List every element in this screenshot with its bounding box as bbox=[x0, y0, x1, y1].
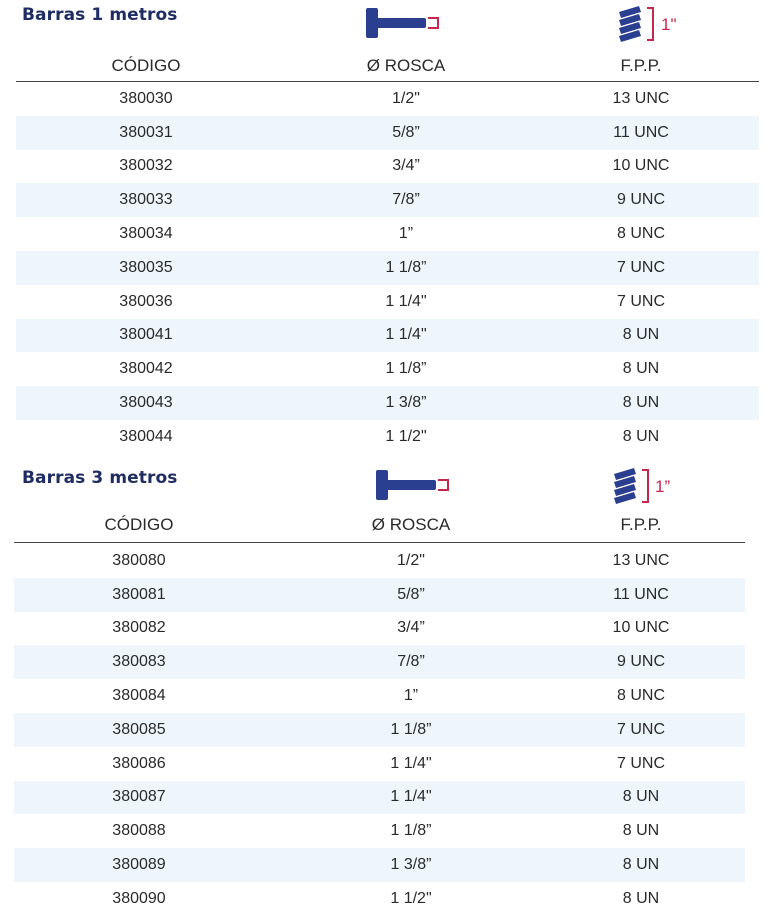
cell-rosca: 1 1/8” bbox=[385, 258, 427, 276]
table-row bbox=[14, 781, 745, 815]
cell-fpp: 7 UNC bbox=[616, 720, 665, 738]
cell-fpp: 9 UNC bbox=[616, 191, 665, 209]
cell-rosca: 1” bbox=[398, 225, 414, 243]
cell-fpp: 10 UNC bbox=[612, 157, 670, 175]
cell-codigo: 380081 bbox=[112, 585, 166, 603]
cell-rosca: 1 1/4" bbox=[385, 292, 427, 310]
table-row bbox=[16, 352, 759, 386]
header-codigo: CÓDIGO bbox=[111, 56, 181, 75]
section-title: Barras 1 metros bbox=[22, 5, 178, 25]
cell-codigo: 380080 bbox=[112, 551, 166, 569]
table-header bbox=[16, 56, 759, 80]
cell-codigo: 380087 bbox=[112, 788, 166, 806]
cell-rosca: 1 1/4" bbox=[385, 326, 427, 344]
table-row bbox=[16, 183, 759, 217]
table-row bbox=[14, 747, 745, 781]
cell-codigo: 380036 bbox=[119, 292, 173, 310]
table-row bbox=[14, 882, 745, 916]
cell-fpp: 8 UNC bbox=[616, 687, 665, 705]
header-rosca: Ø ROSCA bbox=[366, 56, 446, 75]
cell-rosca: 1 1/8” bbox=[385, 360, 427, 378]
table-row bbox=[14, 679, 745, 713]
cell-fpp: 13 UNC bbox=[612, 89, 670, 107]
cell-codigo: 380032 bbox=[119, 157, 173, 175]
cell-fpp: 11 UNC bbox=[613, 585, 669, 603]
table-row bbox=[14, 713, 745, 747]
table-row bbox=[14, 848, 745, 882]
table-row bbox=[16, 285, 759, 319]
cell-fpp: 11 UNC bbox=[613, 123, 669, 141]
table-row bbox=[16, 150, 759, 184]
cell-codigo: 380041 bbox=[119, 326, 173, 344]
cell-rosca: 1 1/2" bbox=[390, 889, 432, 907]
cell-codigo: 380042 bbox=[119, 360, 173, 378]
header-fpp: F.P.P. bbox=[620, 56, 662, 75]
section-title: Barras 3 metros bbox=[22, 468, 178, 488]
cell-fpp: 8 UN bbox=[622, 394, 660, 412]
cell-codigo: 380043 bbox=[119, 394, 173, 412]
cell-codigo: 380086 bbox=[112, 754, 166, 772]
header-codigo: CÓDIGO bbox=[104, 515, 174, 534]
thread-pitch-icon bbox=[617, 4, 661, 44]
cell-fpp: 7 UNC bbox=[616, 754, 665, 772]
cell-rosca: 1 1/8” bbox=[390, 720, 432, 738]
cell-codigo: 380034 bbox=[119, 225, 173, 243]
bolt-diameter-icon bbox=[376, 470, 450, 504]
cell-codigo: 380082 bbox=[112, 619, 166, 637]
cell-rosca: 3/4” bbox=[397, 619, 425, 637]
cell-codigo: 380088 bbox=[112, 822, 166, 840]
cell-rosca: 1 1/2" bbox=[385, 427, 427, 445]
pitch-label: 1" bbox=[661, 15, 677, 34]
cell-rosca: 1/2" bbox=[392, 89, 420, 107]
table-row bbox=[14, 645, 745, 679]
cell-codigo: 380084 bbox=[112, 687, 166, 705]
header-divider bbox=[14, 542, 745, 543]
cell-fpp: 7 UNC bbox=[616, 292, 665, 310]
cell-codigo: 380030 bbox=[119, 89, 173, 107]
table-row bbox=[16, 386, 759, 420]
cell-rosca: 1 1/4" bbox=[390, 754, 432, 772]
cell-rosca: 7/8” bbox=[392, 191, 420, 209]
cell-codigo: 380089 bbox=[112, 856, 166, 874]
table-body bbox=[14, 544, 745, 916]
cell-fpp: 10 UNC bbox=[612, 619, 670, 637]
cell-rosca: 1 1/8” bbox=[390, 822, 432, 840]
cell-rosca: 1 3/8” bbox=[385, 394, 427, 412]
cell-rosca: 1” bbox=[403, 687, 419, 705]
header-rosca: Ø ROSCA bbox=[371, 515, 451, 534]
cell-fpp: 8 UN bbox=[622, 360, 660, 378]
cell-codigo: 380090 bbox=[112, 889, 166, 907]
cell-fpp: 9 UNC bbox=[616, 653, 665, 671]
cell-codigo: 380031 bbox=[119, 123, 173, 141]
table-row bbox=[16, 116, 759, 150]
bolt-diameter-icon bbox=[366, 8, 440, 42]
cell-codigo: 380033 bbox=[119, 191, 173, 209]
table-row bbox=[14, 612, 745, 646]
cell-fpp: 8 UN bbox=[622, 822, 660, 840]
cell-fpp: 8 UN bbox=[622, 326, 660, 344]
cell-rosca: 7/8” bbox=[397, 653, 425, 671]
cell-fpp: 13 UNC bbox=[612, 551, 670, 569]
cell-fpp: 8 UN bbox=[622, 788, 660, 806]
table-header bbox=[14, 515, 745, 539]
thread-pitch-icon bbox=[612, 466, 656, 506]
cell-rosca: 1/2" bbox=[397, 551, 425, 569]
cell-rosca: 1 1/4" bbox=[390, 788, 432, 806]
table-row bbox=[14, 578, 745, 612]
table-row bbox=[16, 82, 759, 116]
table-row bbox=[16, 319, 759, 353]
cell-rosca: 3/4” bbox=[392, 157, 420, 175]
cell-fpp: 8 UN bbox=[622, 856, 660, 874]
table-body bbox=[16, 82, 759, 454]
cell-codigo: 380085 bbox=[112, 720, 166, 738]
cell-fpp: 8 UN bbox=[622, 427, 660, 445]
cell-codigo: 380083 bbox=[112, 653, 166, 671]
cell-fpp: 7 UNC bbox=[616, 258, 665, 276]
cell-fpp: 8 UNC bbox=[616, 225, 665, 243]
cell-codigo: 380044 bbox=[119, 427, 173, 445]
table-row bbox=[16, 420, 759, 454]
cell-rosca: 5/8” bbox=[397, 585, 425, 603]
cell-rosca: 1 3/8” bbox=[390, 856, 432, 874]
pitch-label: 1” bbox=[655, 477, 671, 496]
cell-rosca: 5/8” bbox=[392, 123, 420, 141]
table-row bbox=[14, 814, 745, 848]
cell-fpp: 8 UN bbox=[622, 889, 660, 907]
cell-codigo: 380035 bbox=[119, 258, 173, 276]
table-row bbox=[16, 217, 759, 251]
table-row bbox=[16, 251, 759, 285]
header-fpp: F.P.P. bbox=[620, 515, 662, 534]
table-row bbox=[14, 544, 745, 578]
